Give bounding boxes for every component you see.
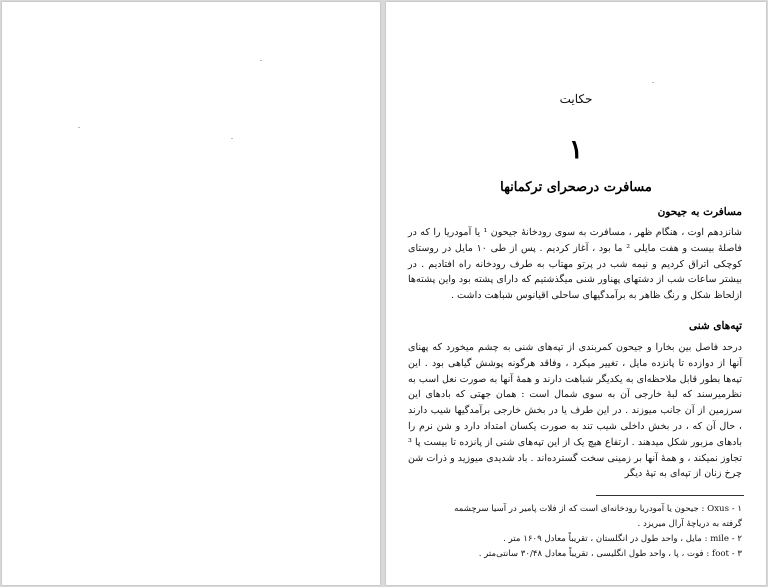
scan-speck [231, 138, 233, 139]
footnote-divider [596, 495, 744, 496]
running-heading: حکایت [559, 92, 593, 106]
footnote-line: ۲ - mile : مایل ، واحد طول در انگلستان ، تقریباً معادل ۱۶۰۹ متر . [503, 534, 742, 544]
footnotes [408, 502, 742, 562]
chapter-title: مسافرت درصحرای ترکمانها [500, 180, 652, 195]
section-heading-dunes: تپه‌های شنی [688, 320, 742, 332]
footnote-line: ۳ - foot : فوت ، پا ، واحد طول انگلیسی ، تقریباً معادل ۳۰/۴۸ سانتی‌متر . [478, 549, 742, 559]
section-heading-journey: مسافرت به جیحون [657, 206, 742, 218]
scan-speck [260, 60, 262, 61]
paragraph-journey: شانزدهم اوت ، هنگام ظهر ، مسافرت به سوی رودخانهٔ جیحون ¹ یا آمودریا را که در فاصلهٔ بیست و هفت مایلی ² ما بود ، آغاز کردیم . پس از طی ۱۰ مایل در روستای کوچکی اتراق کردیم و نیمه شب در پرتو مهتاب به طرف رودخانه راه افتادیم . در بیشتر ساعات شب از دشتهای پهناور شنی میگذشتیم که دارای پشته بود واین پشته‌ها ازلحاظ شکل و رنگ ظاهر به برآمدگیهای ساحلی اقیانوس شباهت داشت . [408, 227, 742, 302]
footnote-line: ۱ - Oxus : جیحون یا آمودریا رودخانه‌ای است که از فلات پامیر در آسیا سرچشمه [454, 504, 742, 514]
scan-speck [652, 82, 654, 83]
scan-speck [78, 127, 80, 128]
chapter-number: ۱ [569, 135, 583, 165]
footnote-line: گرفته به دریاچهٔ آرال میریزد . [637, 519, 742, 529]
paragraph-dunes: درحد فاصل بین بخارا و جیحون کمربندی از تپه‌های شنی به چشم میخورد که پهنای آنها از دوازده تا پانزده مایل ، تغییر میکرد ، وفاقد هرگونه پوشش گیاهی بود . این تپه‌ها بطور قابل ملاحظه‌ای به یکدیگر شباهت دارند و همهٔ آنها به صورت نعل اسب به نظرمیرسند که لبهٔ خارجی آن به سوی شمال است : همان جهتی که بادهای این سرزمین از آن جانب میوزند . در این طرف یا در بخش خارجی برآمدگیها شیب دارند ، حال آن که ، در بخش داخلی شیب تند به صورت یکسان امتداد دارد و شن نرم را بادهای مزبور شکل میدهند . ارتفاع هیچ یک از این تپه‌های شنی از پانزده تا بیست پا ³ تجاوز نمیکند ، و همهٔ آنها بر زمینی سخت گسترده‌اند . باد شدیدی میوزید و ذرات شن چرخ زنان از تپه‌ای به تپهٔ دیگر [408, 342, 742, 480]
left-page [2, 2, 380, 585]
right-page [386, 2, 766, 585]
